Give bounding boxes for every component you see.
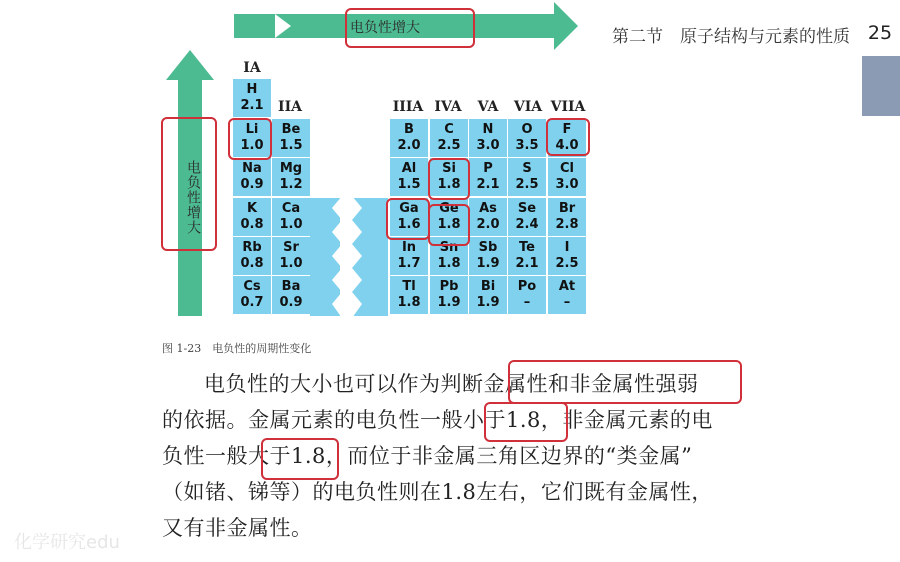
element-symbol: Ge [439, 201, 459, 216]
electronegativity-value: 2.1 [515, 256, 539, 271]
element-symbol: Si [442, 161, 456, 176]
element-cell-bi [469, 276, 507, 314]
element-cell-na [233, 158, 271, 196]
element-symbol: Rb [242, 240, 262, 255]
element-cell-as [469, 198, 507, 236]
group-label-16: VIA [513, 99, 543, 115]
electronegativity-value: 0.7 [240, 295, 264, 310]
element-cell-sb [469, 237, 507, 275]
element-cell-at [548, 276, 586, 314]
element-cell-sr [272, 237, 310, 275]
highlight-box [345, 8, 475, 48]
element-symbol: Sb [478, 240, 498, 255]
electronegativity-value: 2.8 [555, 217, 579, 232]
element-symbol: Cl [560, 161, 574, 176]
paragraph-line: （如锗、锑等）的电负性则在1.8左右，它们既有金属性， [162, 480, 713, 504]
element-cell-mg [272, 158, 310, 196]
element-symbol: P [483, 161, 493, 176]
electronegativity-value: 2.5 [437, 138, 461, 153]
section-title: 第二节 原子结构与元素的性质 [612, 27, 850, 47]
electronegativity-value: 1.9 [476, 295, 500, 310]
electronegativity-value: 0.9 [279, 295, 303, 310]
element-symbol: Ca [281, 201, 301, 216]
paragraph-line: 又有非金属性。 [162, 516, 313, 540]
electronegativity-value: 1.0 [240, 138, 264, 153]
element-cell-h [233, 79, 271, 117]
electronegativity-value: 3.5 [515, 138, 539, 153]
vertical-arrow-head [166, 50, 214, 80]
electronegativity-value: 0.9 [240, 177, 264, 192]
highlight-box [484, 402, 568, 442]
paragraph-line: 负性一般大于1.8，而位于非金属三角区边界的“类金属” [162, 444, 693, 468]
group-label-15: VA [477, 99, 499, 115]
element-symbol: N [482, 122, 494, 137]
element-symbol: Po [517, 279, 537, 294]
electronegativity-value: 2.4 [515, 217, 539, 232]
electronegativity-value: 1.8 [397, 295, 421, 310]
electronegativity-value: 2.0 [476, 217, 500, 232]
element-symbol: Be [281, 122, 301, 137]
element-symbol: Se [517, 201, 537, 216]
element-cell-rb [233, 237, 271, 275]
paragraph-line: 的依据。金属元素的电负性一般小于1.8，非金属元素的电 [162, 408, 713, 432]
electronegativity-value: 1.0 [279, 217, 303, 232]
element-cell-cl [548, 158, 586, 196]
element-cell-se [508, 198, 546, 236]
element-symbol: As [479, 201, 497, 216]
element-cell-po [508, 276, 546, 314]
element-symbol: H [246, 82, 258, 97]
page-number: 25 [860, 10, 900, 56]
element-cell-al [390, 158, 428, 196]
highlight-box [428, 158, 470, 200]
electronegativity-value: 0.8 [240, 256, 264, 271]
group-label-13: IIIA [392, 99, 424, 115]
electronegativity-value: 0.8 [240, 217, 264, 232]
electronegativity-value: 1.5 [397, 177, 421, 192]
highlight-box [386, 198, 430, 240]
element-cell-in [390, 237, 428, 275]
element-symbol: Bi [480, 279, 496, 294]
vertical-arrow-label: 电负性增大 [185, 160, 201, 235]
highlight-box [428, 204, 470, 246]
side-color-bar [862, 56, 900, 116]
element-symbol: Mg [279, 161, 303, 176]
electronegativity-value: – [523, 295, 531, 310]
electronegativity-value: 1.9 [437, 295, 461, 310]
element-symbol: F [562, 122, 572, 137]
element-symbol: S [522, 161, 532, 176]
electronegativity-value: 2.5 [555, 256, 579, 271]
group-label-2: IIA [278, 99, 302, 115]
element-cell-be [272, 119, 310, 157]
electronegativity-value: 1.0 [279, 256, 303, 271]
element-cell-s [508, 158, 546, 196]
element-symbol: K [246, 201, 258, 216]
electronegativity-value: 1.8 [437, 217, 461, 232]
electronegativity-value: 2.0 [397, 138, 421, 153]
electronegativity-value: 1.8 [437, 256, 461, 271]
horizontal-arrow-notch [275, 14, 291, 38]
paragraph-line: 电负性的大小也可以作为判断金属性和非金属性强弱 [204, 372, 699, 396]
element-symbol: Li [245, 122, 259, 137]
element-symbol: O [521, 122, 533, 137]
table-break-mark [330, 196, 362, 318]
electronegativity-value: 1.7 [397, 256, 421, 271]
group-label-14: IVA [434, 99, 462, 115]
element-symbol: Cs [243, 279, 261, 294]
electronegativity-value: 4.0 [555, 138, 579, 153]
element-cell-b [390, 119, 428, 157]
horizontal-arrow-label: 电负性增大 [350, 20, 420, 36]
element-cell-tl [390, 276, 428, 314]
element-symbol: Br [558, 201, 576, 216]
group-label-1: IA [243, 60, 261, 76]
element-cell-br [548, 198, 586, 236]
electronegativity-value: 1.8 [437, 177, 461, 192]
element-symbol: I [564, 240, 570, 255]
electronegativity-value: 1.6 [397, 217, 421, 232]
electronegativity-value: 1.2 [279, 177, 303, 192]
element-cell-cs [233, 276, 271, 314]
highlight-box [546, 118, 590, 156]
element-symbol: C [444, 122, 454, 137]
element-symbol: Tl [402, 279, 416, 294]
highlight-box [261, 438, 339, 480]
element-symbol: Na [242, 161, 262, 176]
element-cell-k [233, 198, 271, 236]
element-symbol: Sr [283, 240, 299, 255]
electronegativity-value: 2.1 [240, 98, 264, 113]
element-symbol: B [404, 122, 414, 137]
element-cell-p [469, 158, 507, 196]
watermark: 化学研究edu [14, 532, 120, 553]
element-cell-ba [272, 276, 310, 314]
element-cell-i [548, 237, 586, 275]
element-cell-o [508, 119, 546, 157]
highlight-box [228, 118, 272, 160]
element-symbol: Al [401, 161, 417, 176]
highlight-box [161, 117, 217, 251]
element-symbol: Te [519, 240, 535, 255]
electronegativity-value: 2.1 [476, 177, 500, 192]
element-cell-n [469, 119, 507, 157]
electronegativity-value: 3.0 [476, 138, 500, 153]
element-symbol: Pb [439, 279, 459, 294]
group-label-17: VIIA [550, 99, 586, 115]
element-cell-pb [430, 276, 468, 314]
electronegativity-value: 3.0 [555, 177, 579, 192]
element-symbol: Sn [439, 240, 459, 255]
electronegativity-value: 2.5 [515, 177, 539, 192]
electronegativity-value: – [563, 295, 571, 310]
electronegativity-value: 1.5 [279, 138, 303, 153]
figure-caption: 图 1-23 电负性的周期性变化 [162, 342, 312, 355]
electronegativity-value: 1.9 [476, 256, 500, 271]
element-cell-c [430, 119, 468, 157]
element-symbol: Ba [281, 279, 301, 294]
element-symbol: In [401, 240, 417, 255]
element-cell-te [508, 237, 546, 275]
element-cell-ca [272, 198, 310, 236]
element-symbol: Ga [399, 201, 419, 216]
horizontal-arrow-head [554, 2, 578, 50]
highlight-box [508, 360, 742, 404]
element-symbol: At [558, 279, 576, 294]
